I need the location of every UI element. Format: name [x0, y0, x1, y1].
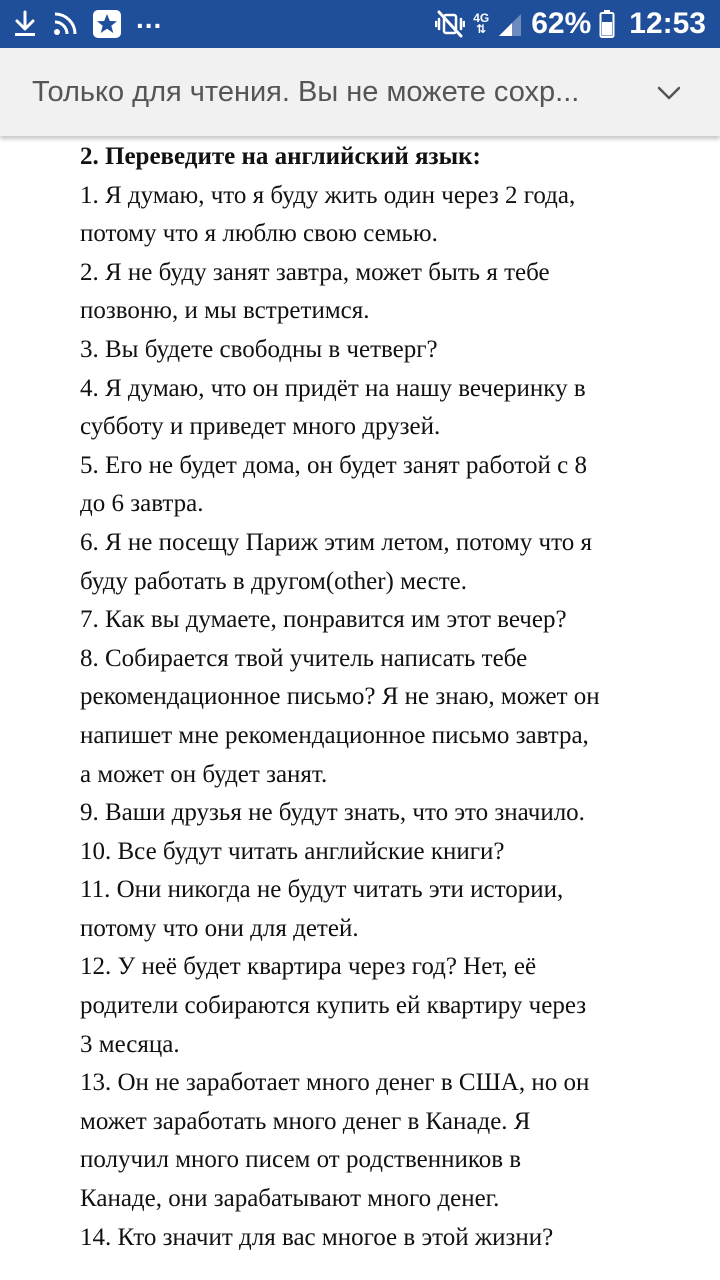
- document-line: 7. Как вы думаете, понравится им этот вечер?: [80, 606, 567, 634]
- more-notifications-text: ...: [136, 3, 163, 34]
- readonly-banner[interactable]: [0, 48, 720, 136]
- document-line: напишет мне рекомендационное письмо завтра,: [80, 721, 589, 749]
- network-type-label: 4G ⇅: [473, 11, 490, 36]
- document-line: 3. Вы будете свободны в четверг?: [80, 335, 438, 363]
- document-line: потому что я люблю свою семью.: [80, 220, 438, 248]
- document-line: 14. Кто значит для вас многое в этой жизни?: [80, 1223, 554, 1251]
- document-line: 5. Его не будет дома, он будет занят работой с 8: [80, 451, 587, 479]
- status-bar-notifications: [12, 0, 162, 48]
- battery-percent: 62%: [531, 7, 592, 40]
- status-bar-system: [435, 0, 706, 48]
- chevron-down-icon[interactable]: [654, 78, 684, 108]
- cast-icon: [52, 11, 78, 37]
- readonly-message: Только для чтения. Вы не можете сохр...: [32, 76, 580, 108]
- document-heading: 2. Переведите на английский язык:: [80, 143, 481, 170]
- document-line: 11. Они никогда не будут читать эти истории,: [80, 876, 564, 904]
- mute-icon: [435, 9, 465, 39]
- document-line: Канаде, они зарабатывают много денег.: [80, 1185, 500, 1213]
- app-icon: [92, 9, 122, 39]
- status-bar: [0, 0, 720, 48]
- document-line: 12. У неё будет квартира через год? Нет, её: [80, 953, 537, 981]
- document-line: 8. Собирается твой учитель написать тебе: [80, 644, 528, 672]
- document-line: 9. Ваши друзья не будут знать, что это значило.: [80, 799, 585, 827]
- battery-icon: [599, 9, 615, 39]
- document-line: позвоню, и мы встретимся.: [80, 297, 370, 325]
- document-line: до 6 завтра.: [80, 490, 204, 518]
- document-line: а может он будет занят.: [80, 760, 328, 788]
- document-line: рекомендационное письмо? Я не знаю, может он: [80, 683, 600, 711]
- document-line: 4. Я думаю, что он придёт на нашу вечеринку в: [80, 374, 586, 402]
- signal-icon: [497, 10, 523, 38]
- document-line: буду работать в другом(other) месте.: [80, 567, 467, 595]
- document-line: может заработать много денег в Канаде. Я: [80, 1107, 531, 1135]
- download-icon: [12, 9, 38, 39]
- document-body: [80, 138, 680, 1257]
- document-line: 1. Я думаю, что я буду жить один через 2 года,: [80, 181, 576, 209]
- document-line: 10. Все будут читать английские книги?: [80, 837, 505, 865]
- document-line: получил много писем от родственников в: [80, 1146, 522, 1174]
- document-line: 3 месяца.: [80, 1030, 180, 1058]
- document-line: 13. Он не заработает много денег в США, но он: [80, 1069, 590, 1097]
- document-line: субботу и приведет много друзей.: [80, 413, 441, 441]
- clock: 12:53: [629, 7, 706, 40]
- document-line: 6. Я не посещу Париж этим летом, потому что я: [80, 528, 592, 556]
- document-line: родители собираются купить ей квартиру через: [80, 992, 587, 1020]
- document-line: потому что они для детей.: [80, 914, 359, 942]
- document-line: 2. Я не буду занят завтра, может быть я тебе: [80, 258, 550, 286]
